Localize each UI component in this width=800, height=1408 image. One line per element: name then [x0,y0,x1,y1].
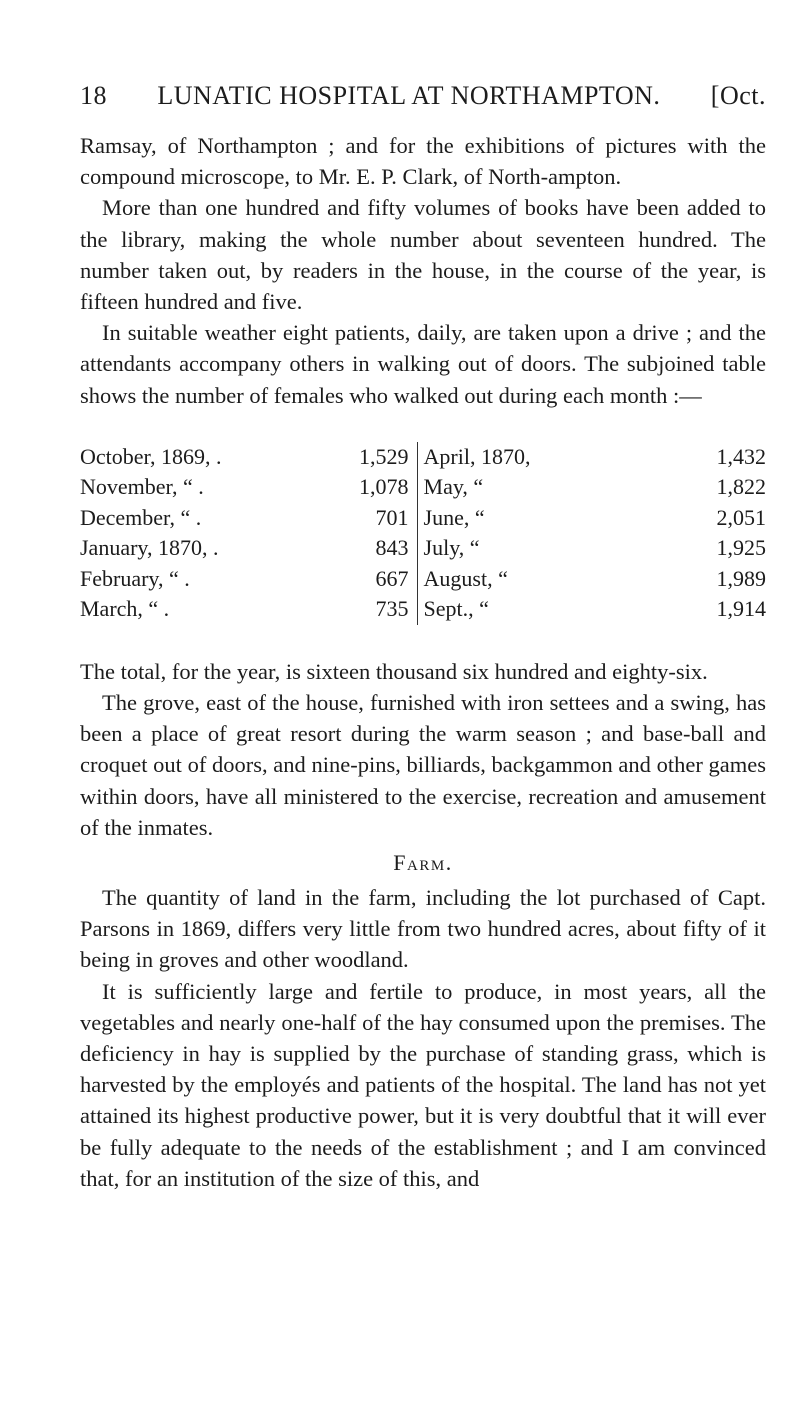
paragraph: The quantity of land in the farm, including the lot purchased of Capt. Parsons in 1869, differs very little from two hundred acres, about fifty of it being in groves and other woodland. [80,885,766,973]
month-label: March, “ . [80,596,170,622]
table-row [80,533,417,564]
table-row [424,594,766,625]
table-row [424,472,766,503]
table-row [80,594,417,625]
walk-count: 1,989 [716,565,766,591]
month-label: April, 1870, [423,443,531,469]
table-row [80,503,417,534]
header-date: [Oct. [710,81,766,110]
month-label: December, “ . [80,504,202,530]
walk-count: 843 [375,535,409,561]
walk-count: 735 [375,596,409,622]
document-page [80,78,766,1194]
table-row [80,472,417,503]
paragraph: Ramsay, of Northampton ; and for the exhibitions of pictures with the compound microscope, to Mr. E. P. Clark, of North-ampton. [80,133,766,190]
walks-table [80,442,766,625]
running-head [80,78,766,114]
table-row [424,533,766,564]
paragraph: The total, for the year, is sixteen thousand six hundred and eighty-six. [80,658,708,684]
page-number: 18 [80,81,107,110]
month-label: August, “ [423,565,508,591]
table-row [80,564,417,595]
month-label: November, “ . [80,474,204,500]
walk-count: 1,925 [716,535,766,561]
paragraph: The grove, east of the house, furnished with iron settees and a swing, has been a place of great resort during the warm season ; and base-ball and croquet out of doors, and nine-pins, billiards, backgammon and other games within doors, have all ministered to the exercise, recreation and amusement of the inmates. [80,690,766,840]
paragraph: In suitable weather eight patients, daily, are taken upon a drive ; and the attendants accompany others in walking out of doors. The subjoined table shows the number of females who walked out during each month :— [80,320,766,408]
walk-count: 701 [375,504,409,530]
month-label: July, “ [423,535,480,561]
table-row [80,442,417,473]
table-row [424,442,766,473]
walk-count: 1,822 [716,474,766,500]
walk-count: 1,078 [359,474,409,500]
paragraph: More than one hundred and fifty volumes of books have been added to the library, making the whole number about seventeen hundred. The number taken out, by readers in the house, in the course of the year, is fifteen hundred and five. [80,195,766,315]
walks-table-right-column [417,442,766,625]
walk-count: 1,529 [359,443,409,469]
month-label: February, “ . [80,565,190,591]
paragraph: It is sufficiently large and fertile to produce, in most years, all the vegetables and nearly one-half of the hay consumed upon the premises. The deficiency in hay is supplied by the purchase of standing grass, which is harvested by the employés and patients of the hospital. The land has not yet attained its highest productive power, but it is very doubtful that it will ever be fully adequate to the needs of the establishment ; and I am convinced that, for an institution of the size of this, and [80,978,766,1191]
walk-count: 1,432 [716,443,766,469]
walk-count: 1,914 [716,596,766,622]
walk-count: 2,051 [716,504,766,530]
month-label: May, “ [423,474,484,500]
table-row [424,564,766,595]
walk-count: 667 [375,565,409,591]
month-label: Sept., “ [423,596,489,622]
month-label: January, 1870, . [80,535,219,561]
month-label: October, 1869, . [80,443,222,469]
section-title: Farm. [393,850,453,876]
page-title: LUNATIC HOSPITAL AT NORTHAMPTON. [157,81,661,110]
month-label: June, “ [423,504,485,530]
table-row [424,503,766,534]
walks-table-left-column [80,442,417,625]
